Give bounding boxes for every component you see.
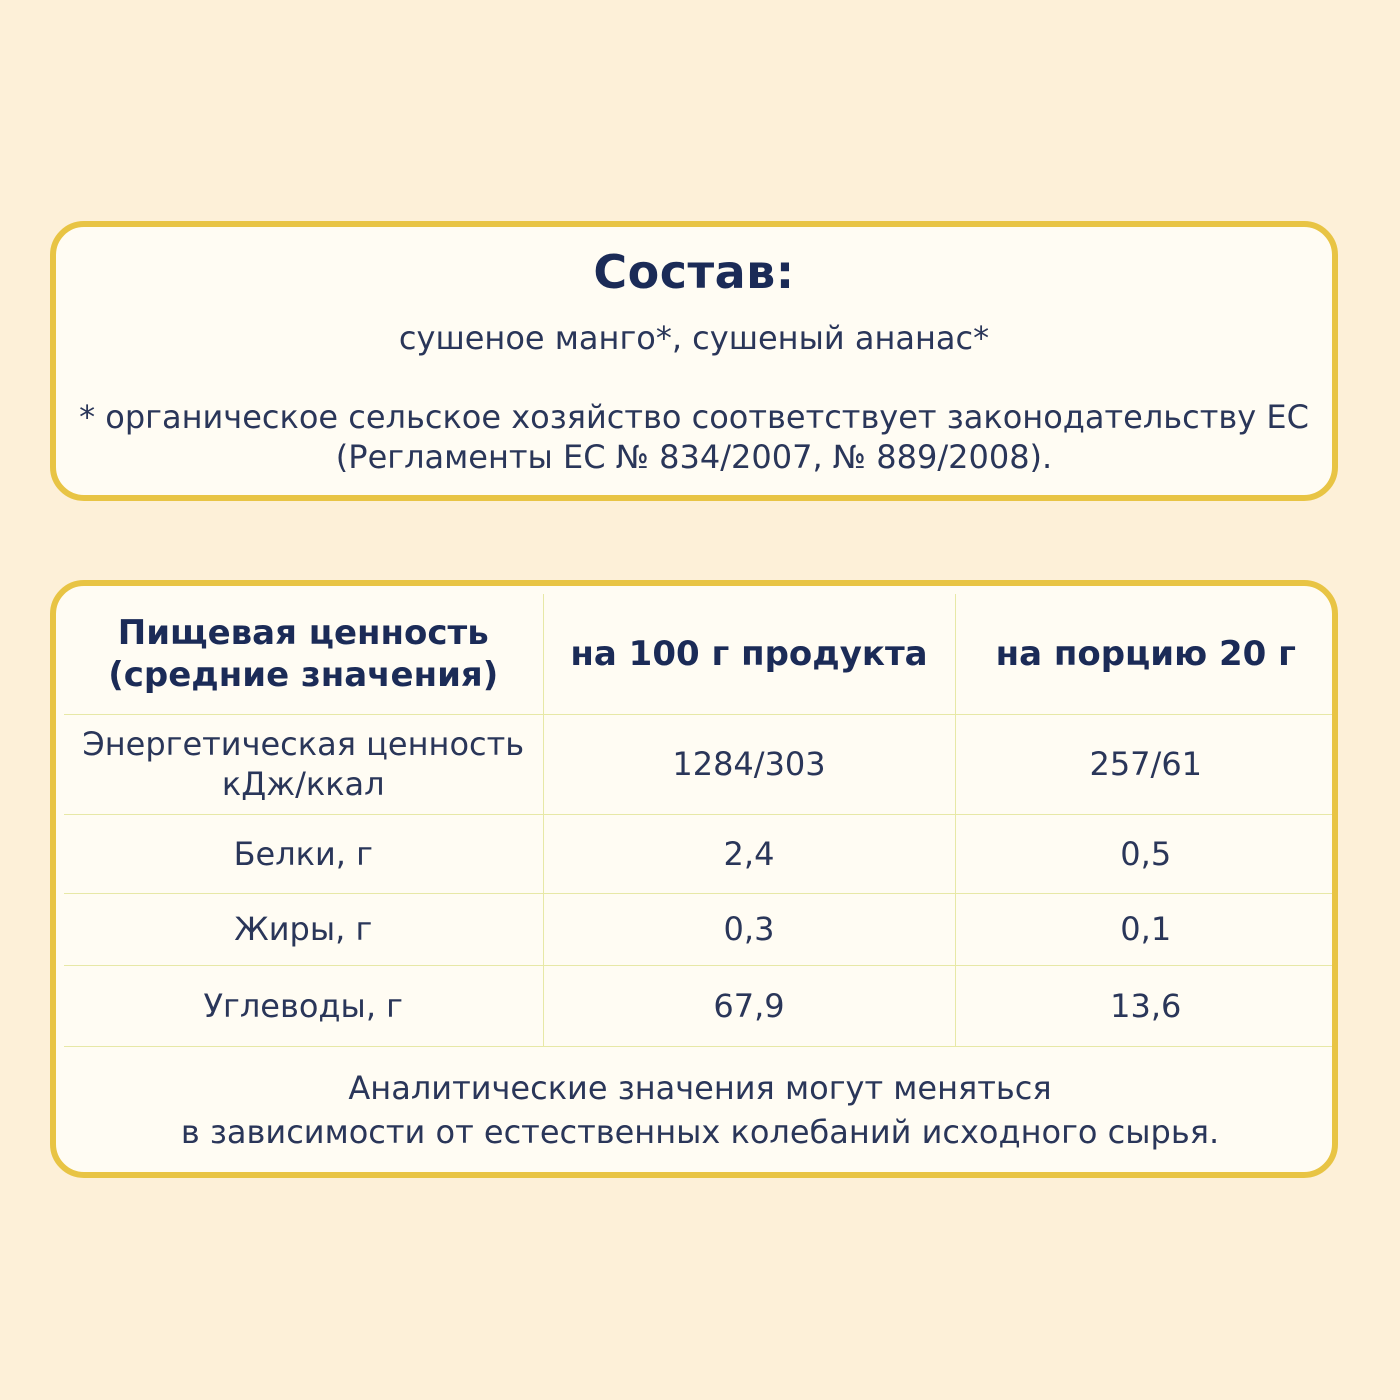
header-nutrition-value: Пищевая ценность (средние значения) — [64, 594, 543, 714]
organic-note — [56, 397, 1332, 477]
row-label: Углеводы, г — [64, 965, 543, 1046]
organic-note-line-2: (Регламенты ЕС № 834/2007, № 889/2008). — [335, 438, 1053, 476]
composition-title: Состав: — [593, 245, 795, 299]
table-row-fat — [64, 893, 1336, 965]
header-per-serving: на порцию 20 г — [955, 594, 1336, 714]
value-per-100g: 67,9 — [543, 965, 955, 1046]
value-per-serving: 0,1 — [955, 893, 1336, 965]
table-footnote-row — [64, 1046, 1336, 1173]
nutrition-card — [50, 580, 1338, 1178]
organic-note-line-1: * органическое сельское хозяйство соответствует законодательству ЕС — [79, 398, 1309, 436]
table-row-protein — [64, 814, 1336, 893]
row-label: Жиры, г — [64, 893, 543, 965]
row-label: Энергетическая ценность кДж/ккал — [64, 714, 543, 814]
ingredients-text: сушеное манго*, сушеный ананас* — [398, 319, 990, 357]
value-per-serving: 257/61 — [955, 714, 1336, 814]
value-per-serving: 13,6 — [955, 965, 1336, 1046]
row-label: Белки, г — [64, 814, 543, 893]
header-per-100g: на 100 г продукта — [543, 594, 955, 714]
analytical-footnote: Аналитические значения могут меняться в зависимости от естественных колебаний исходного сырья. — [64, 1046, 1336, 1173]
nutrition-table — [64, 594, 1336, 1173]
table-row-carbohydrates — [64, 965, 1336, 1046]
value-per-100g: 0,3 — [543, 893, 955, 965]
value-per-serving: 0,5 — [955, 814, 1336, 893]
value-per-100g: 1284/303 — [543, 714, 955, 814]
table-row-energy — [64, 714, 1336, 814]
table-header-row — [64, 594, 1336, 714]
composition-card — [50, 221, 1338, 501]
value-per-100g: 2,4 — [543, 814, 955, 893]
